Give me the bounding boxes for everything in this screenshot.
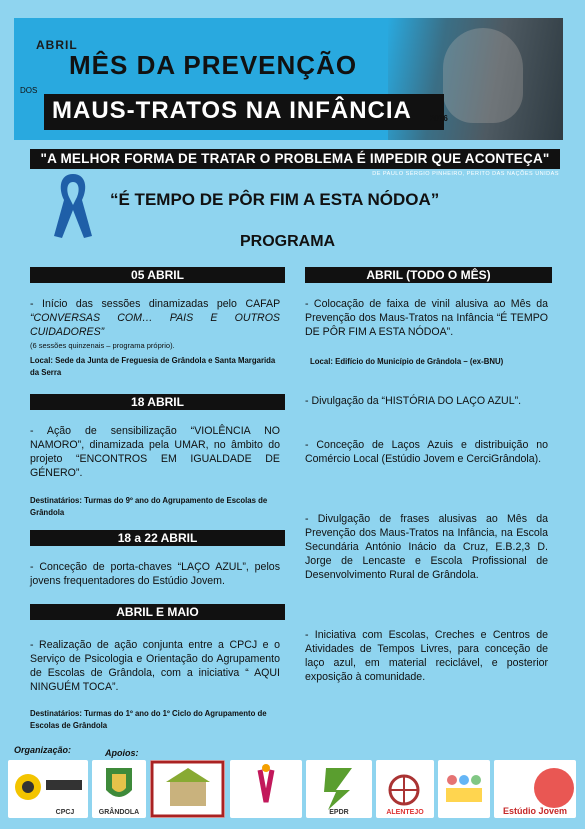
date-bar-todo-mes: ABRIL (TODO O MÊS): [305, 267, 552, 283]
event-cafap-text: - Início das sessões dinamizadas pelo CAFAP: [30, 298, 280, 310]
date-bar-18-abril: 18 ABRIL: [30, 394, 285, 410]
event-cpcj: - Realização de ação conjunta entre a CPCJ e o Serviço de Psicologia e Orientação do Agrupamento de Escolas de Grândola, com a iniciativa “ AQUI NINGUÉM TOCA”.: [30, 639, 280, 693]
grandola-logo: [92, 760, 146, 818]
event-umar-dest: Destinatários: Turmas do 9º ano do Agrupamento de Escolas de Grândola: [30, 496, 268, 517]
quote-text: "A MELHOR FORMA DE TRATAR O PROBLEMA É IMPEDIR QUE ACONTEÇA": [30, 149, 560, 169]
estudio-jovem-logo: [494, 760, 576, 818]
event-escolas: - Iniciativa com Escolas, Creches e Centros de Atividades de Tempos Livres, para conceção de laço azul, em material reciclável, e posterior exposição à comunidade.: [305, 629, 548, 683]
alentejo-logo: [376, 760, 434, 818]
estudio-jovem-logo-text: Estúdio Jovem: [502, 806, 567, 816]
header-title-line1: MÊS DA PREVENÇÃO: [69, 50, 358, 80]
header-year: 2016: [430, 114, 448, 123]
epdr-logo: [306, 760, 372, 818]
quote-author: DE PAULO SÉRGIO PINHEIRO, PERITO DAS NAÇÕES UNIDAS: [372, 171, 559, 177]
hand-image: [443, 28, 523, 123]
date-bar-05-abril: 05 ABRIL: [30, 267, 285, 283]
event-cafap: [30, 297, 280, 353]
school-logo: [150, 760, 225, 818]
event-umar: - Ação de sensibilização “VIOLÊNCIA NO NAMORO”, dinamizada pela UMAR, no âmbito do projeto “ENCONTROS EM IGUALDADE DE GÉNERO”.: [30, 425, 280, 479]
event-historia: - Divulgação da “HISTÓRIA DO LAÇO AZUL”.: [305, 395, 522, 407]
event-cpcj-dest: Destinatários: Turmas do 1º ano do 1º Ciclo do Agrupamento de Escolas de Grândola: [30, 709, 267, 730]
agrupamento-logo: [230, 760, 302, 818]
blue-ribbon-icon: [52, 170, 94, 240]
event-faixa: - Colocação de faixa de vinil alusiva ao Mês da Prevenção dos Maus-Tratos na Infância “É TEMPO DE PÔR FIM A ESTA NÓDOA”.: [305, 298, 548, 338]
date-bar-18-22-abril: 18 a 22 ABRIL: [30, 530, 285, 546]
header-connector: DOS: [20, 86, 38, 95]
event-faixa-local: Local: Edifício do Município de Grândola – (ex-BNU): [310, 357, 504, 366]
children-logo: [438, 760, 490, 818]
event-porta-chaves: - Conceção de porta-chaves “LAÇO AZUL”, pelos jovens frequentadores do Estúdio Jovem.: [30, 561, 280, 587]
header-banner: [14, 18, 563, 140]
alentejo-logo-text: ALENTEJO: [386, 809, 424, 816]
building-icon: [150, 760, 225, 818]
event-cafap-note: (6 sessões quinzenais – programa próprio).: [30, 341, 175, 350]
organization-label: Organização:: [14, 745, 72, 755]
epdr-logo-text: EPDR: [329, 809, 349, 816]
event-frases: - Divulgação de frases alusivas ao Mês da Prevenção dos Maus-Tratos na Infância, na Escola Secundária António Inácio da Cruz, E.B.2,3 D. Jorge de Lencaste e Escola Profissional de Desenvolvimento Rural de Grândola.: [305, 513, 548, 581]
cpcj-logo-text: CPCJ: [55, 809, 75, 816]
event-cafap-title: “CONVERSAS COM… PAIS E OUTROS CUIDADORES”: [30, 312, 280, 338]
grandola-logo-text: GRÂNDOLA: [98, 809, 140, 816]
header-title-line2: MAUS-TRATOS NA INFÂNCIA: [52, 97, 412, 124]
cpcj-logo: [8, 760, 88, 818]
event-lacos: - Conceção de Laços Azuis e distribuição no Comércio Local (Estúdio Jovem e CerciGrândola).: [305, 439, 548, 465]
event-cafap-local: Local: Sede da Junta de Freguesia de Grândola e Santa Margarida da Serra: [30, 356, 276, 377]
date-bar-abril-maio: ABRIL E MAIO: [30, 604, 285, 620]
program-heading: PROGRAMA: [240, 233, 336, 250]
supporters-label: Apoios:: [105, 748, 139, 758]
slogan: “É TEMPO DE PÔR FIM A ESTA NÓDOA”: [110, 190, 440, 209]
children-drawing-icon: [438, 760, 490, 818]
figure-icon: [230, 760, 302, 818]
header-month: ABRIL: [36, 38, 78, 52]
